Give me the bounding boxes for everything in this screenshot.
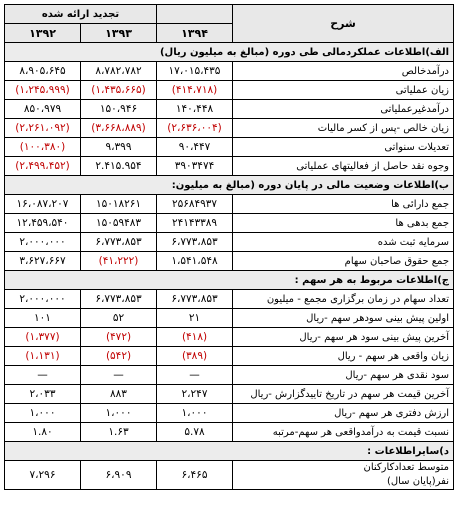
section-header-row bbox=[5, 176, 454, 195]
row-label: جمع حقوق صاحبان سهام bbox=[233, 252, 454, 271]
table-body bbox=[5, 43, 454, 490]
table-row bbox=[5, 138, 454, 157]
row-label: آخرین قیمت هر سهم در تاریخ تاییدگزارش -ریال bbox=[233, 385, 454, 404]
current-year-top-cell bbox=[157, 5, 233, 24]
row-label: درآمدغیرعملیاتی bbox=[233, 100, 454, 119]
value-cell: (۱۰۰،۳۸۰) bbox=[5, 138, 81, 157]
table-row bbox=[5, 62, 454, 81]
value-cell: ۲.۴۱۵.۹۵۴ bbox=[81, 157, 157, 176]
table-row bbox=[5, 347, 454, 366]
value-cell: ۶،۷۷۳،۸۵۳ bbox=[81, 290, 157, 309]
row-label: ارزش دفتری هر سهم -ریال bbox=[233, 404, 454, 423]
value-cell: ۱۲،۴۵۹،۵۴۰ bbox=[5, 214, 81, 233]
table-row bbox=[5, 214, 454, 233]
value-cell: ۹،۳۹۹ bbox=[81, 138, 157, 157]
table-row bbox=[5, 309, 454, 328]
row-label: نسبت قیمت به درآمدواقعی هر سهم-مرتبه bbox=[233, 423, 454, 442]
value-cell: ۱،۰۰۰ bbox=[81, 404, 157, 423]
row-label: سود نقدی هر سهم -ریال bbox=[233, 366, 454, 385]
row-label: آخرین پیش بینی سود هر سهم -ریال bbox=[233, 328, 454, 347]
row-label: تعدیلات سنواتی bbox=[233, 138, 454, 157]
row-label: جمع دارائی ها bbox=[233, 195, 454, 214]
row-label-line1: متوسط تعدادکارکنان bbox=[363, 462, 449, 473]
description-header: شرح bbox=[233, 5, 454, 43]
value-cell: (۳،۶۶۸،۸۸۹) bbox=[81, 119, 157, 138]
value-cell: (۴۱۴،۷۱۸) bbox=[157, 81, 233, 100]
value-cell: ۱۶،۰۸۷،۲۰۷ bbox=[5, 195, 81, 214]
value-cell: ۹۰،۴۴۷ bbox=[157, 138, 233, 157]
value-cell: (۵۴۲) bbox=[81, 347, 157, 366]
section-header-row bbox=[5, 442, 454, 461]
table-row bbox=[5, 195, 454, 214]
table-row bbox=[5, 385, 454, 404]
value-cell: ۲۵۶۸۴۹۳۷ bbox=[157, 195, 233, 214]
value-cell: ۱۵۰۱۸۲۶۱ bbox=[81, 195, 157, 214]
value-cell: ۶،۹۰۹ bbox=[81, 461, 157, 490]
row-label: جمع بدهی ها bbox=[233, 214, 454, 233]
table-row bbox=[5, 119, 454, 138]
table-row bbox=[5, 252, 454, 271]
value-cell: ۶،۴۶۵ bbox=[157, 461, 233, 490]
section-header-row bbox=[5, 43, 454, 62]
table-row bbox=[5, 404, 454, 423]
restated-header: تجدید ارائه شده bbox=[5, 5, 157, 24]
table-row bbox=[5, 81, 454, 100]
value-cell: ۱.۶۳ bbox=[81, 423, 157, 442]
value-cell: ۱۰۱ bbox=[5, 309, 81, 328]
value-cell: ۲،۲۴۷ bbox=[157, 385, 233, 404]
value-cell: (۲،۴۹۹،۴۵۲) bbox=[5, 157, 81, 176]
value-cell: ۸۵۰،۹۷۹ bbox=[5, 100, 81, 119]
value-cell: ۳۹۰۳۴۷۴ bbox=[157, 157, 233, 176]
row-label: زیان خالص -پس از کسر مالیات bbox=[233, 119, 454, 138]
value-cell: ۲،۰۰۰،۰۰۰ bbox=[5, 290, 81, 309]
year-header-1392: ۱۳۹۲ bbox=[5, 24, 81, 43]
value-cell: (۳۸۹) bbox=[157, 347, 233, 366]
value-cell: ۶،۷۷۳،۸۵۳ bbox=[157, 233, 233, 252]
value-cell: ۱،۰۰۰ bbox=[157, 404, 233, 423]
section-title: ج)اطلاعات مربوط به هر سهم : bbox=[5, 271, 454, 290]
value-cell: — bbox=[5, 366, 81, 385]
value-cell: ۱،۰۰۰ bbox=[5, 404, 81, 423]
row-label: درآمدخالص bbox=[233, 62, 454, 81]
section-title: د)سایراطلاعات : bbox=[5, 442, 454, 461]
table-row bbox=[5, 328, 454, 347]
value-cell: (۱،۲۴۵،۹۹۹) bbox=[5, 81, 81, 100]
table-row bbox=[5, 290, 454, 309]
row-label: زیان واقعی هر سهم - ریال bbox=[233, 347, 454, 366]
value-cell: ۳،۶۲۷،۶۶۷ bbox=[5, 252, 81, 271]
value-cell: ۸۸۳ bbox=[81, 385, 157, 404]
section-title: ب)اطلاعات وضعیت مالی در پایان دوره (مبالغ به میلیون: bbox=[5, 176, 454, 195]
value-cell: ۸،۷۸۲،۷۸۲ bbox=[81, 62, 157, 81]
table-row bbox=[5, 157, 454, 176]
table-row bbox=[5, 100, 454, 119]
value-cell: (۱،۱۳۱) bbox=[5, 347, 81, 366]
section-header-row bbox=[5, 271, 454, 290]
value-cell: ۱۵۰،۹۴۶ bbox=[81, 100, 157, 119]
value-cell: (۲،۲۶۱،۰۹۲) bbox=[5, 119, 81, 138]
value-cell: ۱،۵۴۱،۵۴۸ bbox=[157, 252, 233, 271]
value-cell: (۴۷۲) bbox=[81, 328, 157, 347]
value-cell: ۸،۹۰۵،۶۴۵ bbox=[5, 62, 81, 81]
section-title: الف)اطلاعات عملکردمالی طی دوره (مبالغ به میلیون ریال) bbox=[5, 43, 454, 62]
value-cell: ۶،۷۷۳،۸۵۳ bbox=[157, 290, 233, 309]
table-row bbox=[5, 423, 454, 442]
row-label: سرمایه ثبت شده bbox=[233, 233, 454, 252]
value-cell: ۱.۸۰ bbox=[5, 423, 81, 442]
table-row bbox=[5, 233, 454, 252]
value-cell: (۴۱۸) bbox=[157, 328, 233, 347]
row-label bbox=[233, 461, 454, 490]
value-cell: ۱۵۰۵۹۴۸۳ bbox=[81, 214, 157, 233]
financial-table-container bbox=[4, 4, 453, 522]
row-label-line2: نفر(پایان سال) bbox=[386, 476, 449, 487]
value-cell: — bbox=[157, 366, 233, 385]
value-cell: ۵۲ bbox=[81, 309, 157, 328]
year-header-1393: ۱۳۹۳ bbox=[81, 24, 157, 43]
value-cell: (۴۱،۲۲۲) bbox=[81, 252, 157, 271]
value-cell: ۲،۰۳۳ bbox=[5, 385, 81, 404]
value-cell: ۱۷،۰۱۵،۴۳۵ bbox=[157, 62, 233, 81]
value-cell: (۱،۴۳۵،۶۶۵) bbox=[81, 81, 157, 100]
year-header-1394: ۱۳۹۴ bbox=[157, 24, 233, 43]
value-cell: (۱،۳۷۷) bbox=[5, 328, 81, 347]
value-cell: ۲،۰۰۰،۰۰۰ bbox=[5, 233, 81, 252]
value-cell: (۲،۶۳۶،۰۰۴) bbox=[157, 119, 233, 138]
financial-summary-table bbox=[4, 4, 454, 490]
table-row bbox=[5, 461, 454, 490]
row-label: تعداد سهام در زمان برگزاری مجمع - میلیون bbox=[233, 290, 454, 309]
value-cell: ۱۴۰،۴۴۸ bbox=[157, 100, 233, 119]
value-cell: — bbox=[81, 366, 157, 385]
value-cell: ۲۱ bbox=[157, 309, 233, 328]
row-label: وجوه نقد حاصل از فعالیتهای عملیاتی bbox=[233, 157, 454, 176]
value-cell: ۲۴۱۴۳۳۸۹ bbox=[157, 214, 233, 233]
row-label: اولین پیش بینی سودهر سهم -ریال bbox=[233, 309, 454, 328]
value-cell: ۶،۷۷۳،۸۵۳ bbox=[81, 233, 157, 252]
value-cell: ۷،۲۹۶ bbox=[5, 461, 81, 490]
row-label: زیان عملیاتی bbox=[233, 81, 454, 100]
table-row bbox=[5, 366, 454, 385]
value-cell: ۵.۷۸ bbox=[157, 423, 233, 442]
